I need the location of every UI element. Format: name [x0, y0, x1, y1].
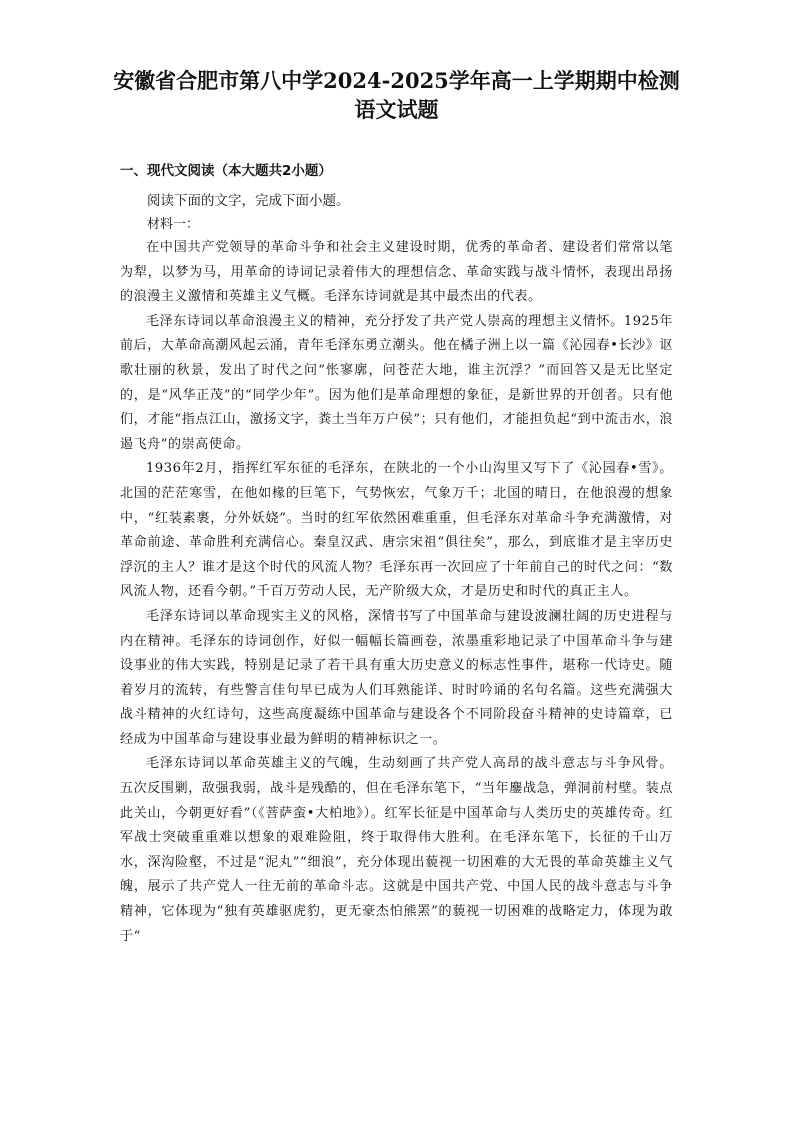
- paragraph-2: 毛泽东诗词以革命浪漫主义的精神，充分抒发了共产党人崇高的理想主义情怀。1925年前后，大革命高潮风起云涌，青年毛泽东勇立潮头。他在橘子洲上以一篇《沁园春•长沙》讴歌壮丽的秋景，发出了时代之问“怅寥廓，问苍茫大地，谁主沉浮？”而回答又是无比坚定的，是“风华正茂”的“同学少年”。因为他们是革命理想的象征，是新世界的开创者。只有他们，才能“指点江山，激扬文字，粪土当年万户侯”；只有他们，才能担负起“到中流击水，浪遏飞舟”的崇高使命。: [120, 313, 673, 452]
- section-heading: 一、现代文阅读（本大题共2小题）: [120, 163, 332, 179]
- material-label: 材料一：: [147, 217, 200, 232]
- paragraph-4: 毛泽东诗词以革命现实主义的风格，深情书写了中国革命与建设波澜壮阔的历史进程与内在精神。毛泽东的诗词创作，好似一幅幅长篇画卷，浓墨重彩地记录了中国革命斗争与建设事业的伟大实践，特别是记录了若干具有重大历史意义的标志性事件，堪称一代诗史。随着岁月的流转，有些警言佳句早已成为人们耳熟能详、时时吟诵的名句名篇。这些充满强大战斗精神的火红诗句，这些高度凝练中国革命与建设各个不同阶段奋斗精神的史诗篇章，已经成为中国革命与建设事业最为鲜明的精神标识之一。: [120, 608, 673, 747]
- paragraph-5: 毛泽东诗词以革命英雄主义的气魄，生动刻画了共产党人高昂的战斗意志与斗争风骨。五次反围剿，敌强我弱，战斗是残酷的，但在毛泽东笔下，“当年鏖战急，弹洞前村壁。装点此关山，今朝更好看”（《菩萨蛮•大柏地》）。红军长征是中国革命与人类历史的英雄传奇。红军战士突破重重难以想象的艰难险阻，终于取得伟大胜利。在毛泽东笔下，长征的千山万水，深沟险壑，不过是“泥丸”“细浪”，充分体现出藐视一切困难的大无畏的革命英雄主义气魄，展示了共产党人一往无前的革命斗志。这就是中国共产党、中国人民的战斗意志与斗争精神，它体现为“独有英雄驱虎豹，更无豪杰怕熊罴”的藐视一切困难的战略定力，体现为敢于“: [120, 756, 673, 944]
- paragraph-1: 在中国共产党领导的革命斗争和社会主义建设时期，优秀的革命者、建设者们常常以笔为犁，以梦为马，用革命的诗词记录着伟大的理想信念、革命实践与战斗情怀，表现出昂扬的浪漫主义激情和英雄主义气概。毛泽东诗词就是其中最杰出的代表。: [120, 240, 673, 305]
- document-title: 安徽省合肥市第八中学2024-2025学年高一上学期期中检测语文试题: [113, 68, 680, 122]
- paragraph-3: 1936年2月，指挥红军东征的毛泽东，在陕北的一个小山沟里又写下了《沁园春•雪》。北国的茫茫寒雪，在他如椽的巨笔下，气势恢宏，气象万千；北国的晴日，在他浪漫的想象中，“红装素裹，分外妖娆”。当时的红军依然困难重重，但毛泽东对革命斗争充满激情，对革命前途、革命胜利充满信心。秦皇汉武、唐宗宋祖“俱往矣”，那么，到底谁才是主宰历史浮沉的主人？谁才是这个时代的风流人物？毛泽东再一次回应了十年前自己的时代之问：“数风流人物，还看今朝。”千百万劳动人民，无产阶级大众，才是历史和时代的真正主人。: [120, 461, 673, 600]
- article-body: [120, 236, 673, 949]
- reading-instruction: 阅读下面的文字，完成下面小题。: [147, 193, 350, 209]
